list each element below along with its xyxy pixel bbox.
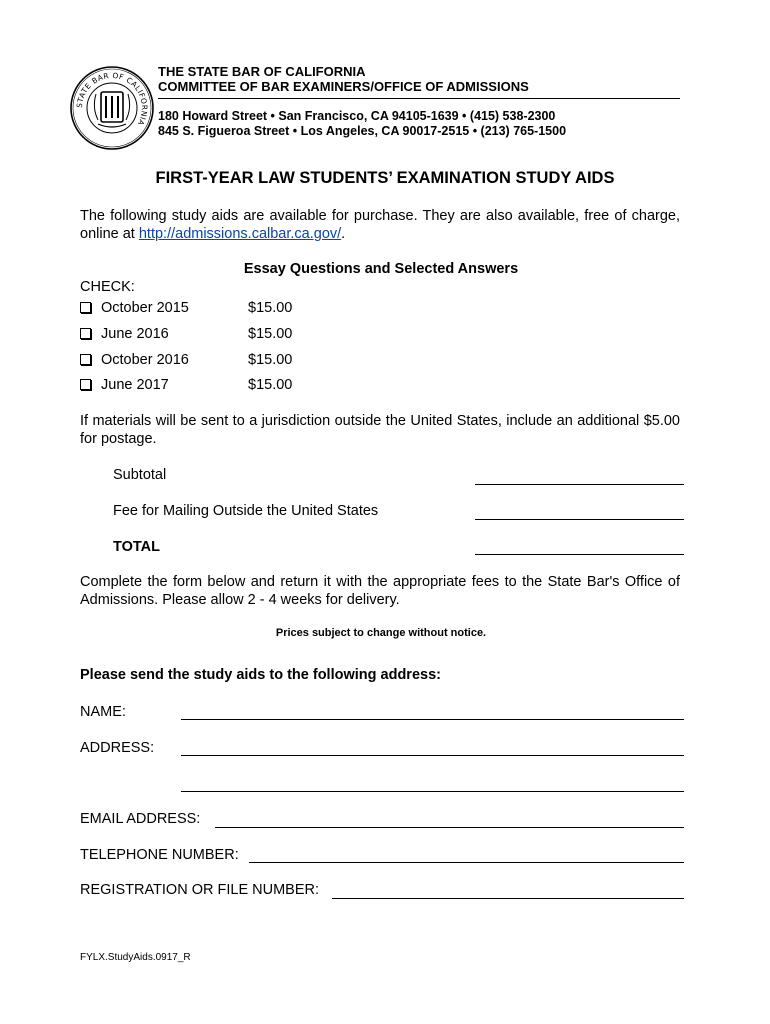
name-label: NAME:: [80, 704, 126, 720]
state-bar-seal: [68, 64, 156, 152]
form-code: FYLX.StudyAids.0917_R: [80, 952, 191, 963]
section-heading: Essay Questions and Selected Answers: [243, 261, 519, 277]
checkbox-october-2016[interactable]: [80, 354, 91, 365]
option-label: June 2016: [101, 326, 169, 342]
option-label: June 2017: [101, 377, 169, 393]
total-label: TOTAL: [113, 539, 160, 555]
telephone-label: TELEPHONE NUMBER:: [80, 847, 239, 863]
option-price: $15.00: [248, 377, 293, 393]
option-price: $15.00: [248, 352, 293, 368]
registration-label: REGISTRATION OR FILE NUMBER:: [80, 882, 320, 898]
intro-paragraph: [80, 207, 680, 243]
org-name: THE STATE BAR OF CALIFORNIA: [158, 64, 366, 79]
checkbox-june-2016[interactable]: [80, 328, 91, 339]
header-divider: [158, 98, 680, 99]
address-field-line2[interactable]: [181, 791, 684, 792]
option-label: October 2015: [101, 300, 189, 316]
page-title: FIRST-YEAR LAW STUDENTS’ EXAMINATION STUDY AIDS: [155, 169, 615, 187]
address-field-line1[interactable]: [181, 755, 684, 756]
name-field[interactable]: [181, 719, 684, 720]
registration-field[interactable]: [332, 898, 684, 899]
subtotal-label: Subtotal: [113, 467, 167, 483]
address-heading: Please send the study aids to the following address:: [80, 667, 441, 683]
seal-text: STATE BAR OF CALIFORNIA: [74, 70, 150, 128]
mailing-fee-field[interactable]: [475, 519, 684, 520]
subtotal-field[interactable]: [475, 484, 684, 485]
email-label: EMAIL ADDRESS:: [80, 811, 201, 827]
intro-period: .: [341, 226, 346, 242]
postage-note: If materials will be sent to a jurisdiction outside the United States, include an additional $5.00 for postage.: [80, 413, 680, 447]
address-sf: 180 Howard Street • San Francisco, CA 94105-1639 • (415) 538-2300: [158, 109, 556, 123]
mailing-fee-label: Fee for Mailing Outside the United States: [113, 503, 379, 519]
option-label: October 2016: [101, 352, 189, 368]
check-label: CHECK:: [80, 279, 135, 295]
total-field[interactable]: [475, 554, 684, 555]
option-price: $15.00: [248, 300, 293, 316]
checkbox-october-2015[interactable]: [80, 302, 91, 313]
address-label: ADDRESS:: [80, 740, 155, 756]
checkbox-june-2017[interactable]: [80, 379, 91, 390]
intro-text: The following study aids are available for purchase. They are also available, free of charge, online at: [80, 208, 680, 242]
email-field[interactable]: [215, 827, 684, 828]
instructions-paragraph: Complete the form below and return it with the appropriate fees to the State Bar's Office of Admissions. Please allow 2 - 4 weeks for delivery.: [80, 574, 680, 608]
committee-name: COMMITTEE OF BAR EXAMINERS/OFFICE OF ADMISSIONS: [158, 79, 529, 94]
address-la: 845 S. Figueroa Street • Los Angeles, CA 90017-2515 • (213) 765-1500: [158, 124, 567, 138]
price-notice: Prices subject to change without notice.: [275, 627, 487, 639]
option-price: $15.00: [248, 326, 293, 342]
telephone-field[interactable]: [249, 862, 684, 863]
admissions-link[interactable]: http://admissions.calbar.ca.gov/: [138, 226, 342, 242]
